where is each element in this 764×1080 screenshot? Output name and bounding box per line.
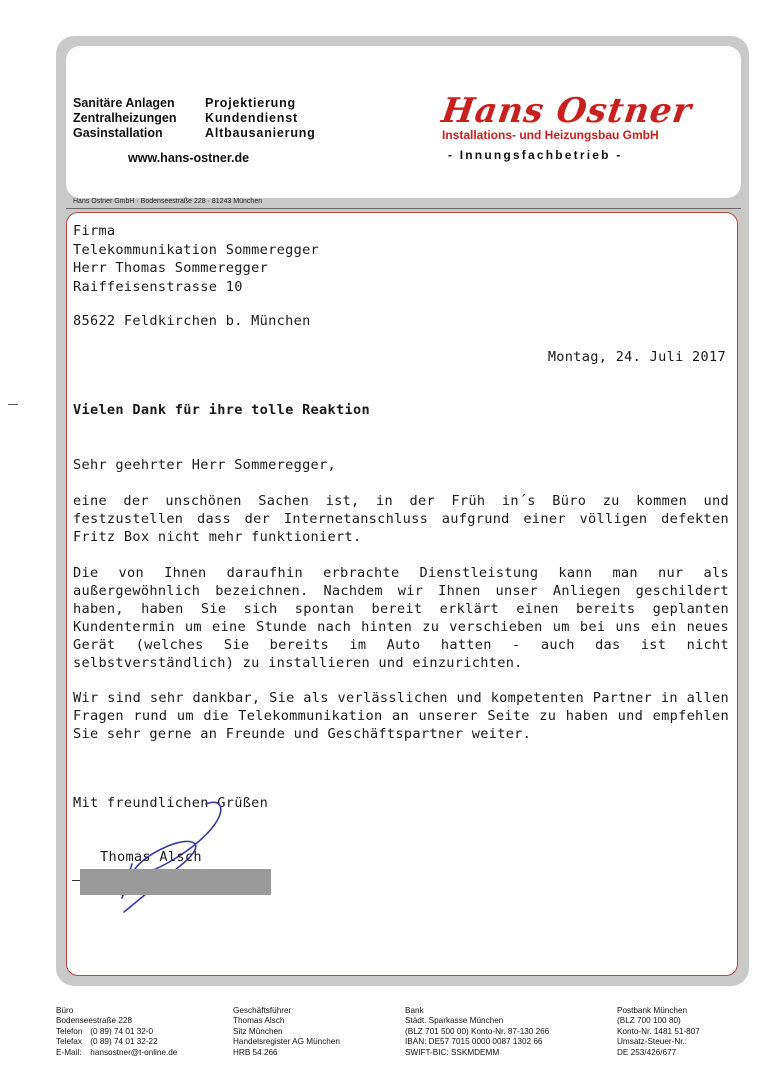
footer-postbank-account: Konto-Nr. 1481 51-807 xyxy=(617,1026,700,1036)
letter-paragraph-3: Wir sind sehr dankbar, Sie als verlässlichen und kompetenten Partner in allen Fragen rund um die Telekommunikation an unserer Seite zu haben und empfehlen Sie sehr gerne an Freunde und Geschäftspartner weiter. xyxy=(73,690,729,742)
footer-postbank-title: Postbank München xyxy=(617,1006,688,1015)
footer-bank xyxy=(405,1006,549,1058)
address-line: Raiffeisenstrasse 10 xyxy=(73,278,243,295)
footer-management-register: Handelsregister AG München xyxy=(233,1037,340,1047)
footer-bank-swift: SWIFT-BIC: SSKMDEMM xyxy=(405,1047,500,1057)
footer-email: hansostner@t-online.de xyxy=(90,1047,178,1057)
footer-phone-row xyxy=(56,1027,177,1037)
footer-email-row xyxy=(56,1048,177,1058)
letter-paragraph-2: Die von Ihnen daraufhin erbrachte Dienstleistung kann man nur als außergewöhnlich bezeichnen. Nachdem wir Ihnen unser Anliegen geschildert haben, haben Sie sich spontan bereit erklärt einen bereits geplanten Kundentermin um eine Stunde nach hinten zu verschieben um bei uns ein neues Gerät (welches Sie bereits im Auto hatten - auch das ist nicht selbstverständlich) zu installieren und einzurichten. xyxy=(73,565,729,671)
footer-postbank-blz: (BLZ 700 100 80) xyxy=(617,1016,681,1026)
footer-office-street: Bodenseestraße 228 xyxy=(56,1016,133,1026)
letter-closing: Mit freundlichen Grüßen xyxy=(73,795,269,811)
recipient-address xyxy=(73,222,319,296)
service-item: Kundendienst xyxy=(205,111,298,125)
address-line: Firma xyxy=(73,223,116,239)
sender-return-address: Hans Ostner GmbH · Bodenseestraße 228 · 81243 München xyxy=(73,198,263,205)
logo-wordmark: Hans Ostner xyxy=(439,91,695,131)
letter-salutation: Sehr geehrter Herr Sommeregger, xyxy=(73,457,337,473)
recipient-city: 85622 Feldkirchen b. München xyxy=(73,313,311,329)
footer-phone-label: Telefon xyxy=(56,1026,83,1036)
services-column-2 xyxy=(205,96,335,141)
company-website: www.hans-ostner.de xyxy=(128,151,250,165)
footer-management-hrb: HRB 54 266 xyxy=(233,1047,278,1057)
footer-fax: (0 89) 74 01 32-22 xyxy=(90,1037,158,1047)
service-item: Altbausanierung xyxy=(205,126,316,140)
footer-tax-number: DE 253/426/677 xyxy=(617,1047,677,1057)
footer-management xyxy=(233,1006,340,1058)
address-line: Telekommunikation Sommeregger xyxy=(73,241,320,258)
footer-office-title: Büro xyxy=(56,1006,74,1015)
logo-tagline: - Innungsfachbetrieb - xyxy=(448,148,623,162)
footer-fax-row xyxy=(56,1037,177,1047)
footer-management-title: Geschäftsführer xyxy=(233,1006,292,1015)
letter-subject: Vielen Dank für ihre tolle Reaktion xyxy=(73,402,370,418)
company-logo xyxy=(439,91,695,162)
footer-bank-iban: IBAN: DE57 7015 0000 0087 1302 66 xyxy=(405,1037,543,1047)
letter-paragraph-1: eine der unschönen Sachen ist, in der Früh in´s Büro zu kommen und festzustellen dass der Internetanschluss aufgrund einer völligen defekten Fritz Box nicht mehr funktioniert. xyxy=(73,493,729,545)
footer-bank-blz: (BLZ 701 500 00) Konto-Nr. 87-130 266 xyxy=(405,1026,550,1036)
address-line: Herr Thomas Sommeregger xyxy=(73,260,269,276)
logo-subtitle: Installations- und Heizungsbau GmbH xyxy=(442,128,659,142)
footer-management-seat: Sitz München xyxy=(233,1026,283,1036)
footer-bank-title: Bank xyxy=(405,1006,424,1015)
services-column-1 xyxy=(73,96,198,141)
signature-dash xyxy=(72,880,80,881)
service-item: Gasinstallation xyxy=(73,126,163,140)
footer-tax-label: Umsatz-Steuer-Nr.: xyxy=(617,1037,688,1047)
signer-name: Thomas Alsch xyxy=(100,849,202,865)
service-item: Projektierung xyxy=(205,96,296,110)
redaction-bar xyxy=(80,869,271,895)
service-item: Sanitäre Anlagen xyxy=(73,96,175,110)
footer-fax-label: Telefax xyxy=(56,1037,82,1047)
footer-office xyxy=(56,1006,177,1058)
footer-postbank xyxy=(617,1006,700,1058)
footer-email-label: E-Mail: xyxy=(56,1047,82,1057)
footer-bank-name: Städt. Sparkasse München xyxy=(405,1016,504,1026)
letter-date: Montag, 24. Juli 2017 xyxy=(547,349,726,365)
footer-phone: (0 89) 74 01 32-0 xyxy=(90,1026,154,1036)
service-item: Zentralheizungen xyxy=(73,111,177,125)
margin-fold-mark xyxy=(8,404,18,405)
divider xyxy=(66,208,741,209)
footer-management-name: Thomas Alsch xyxy=(233,1016,285,1026)
